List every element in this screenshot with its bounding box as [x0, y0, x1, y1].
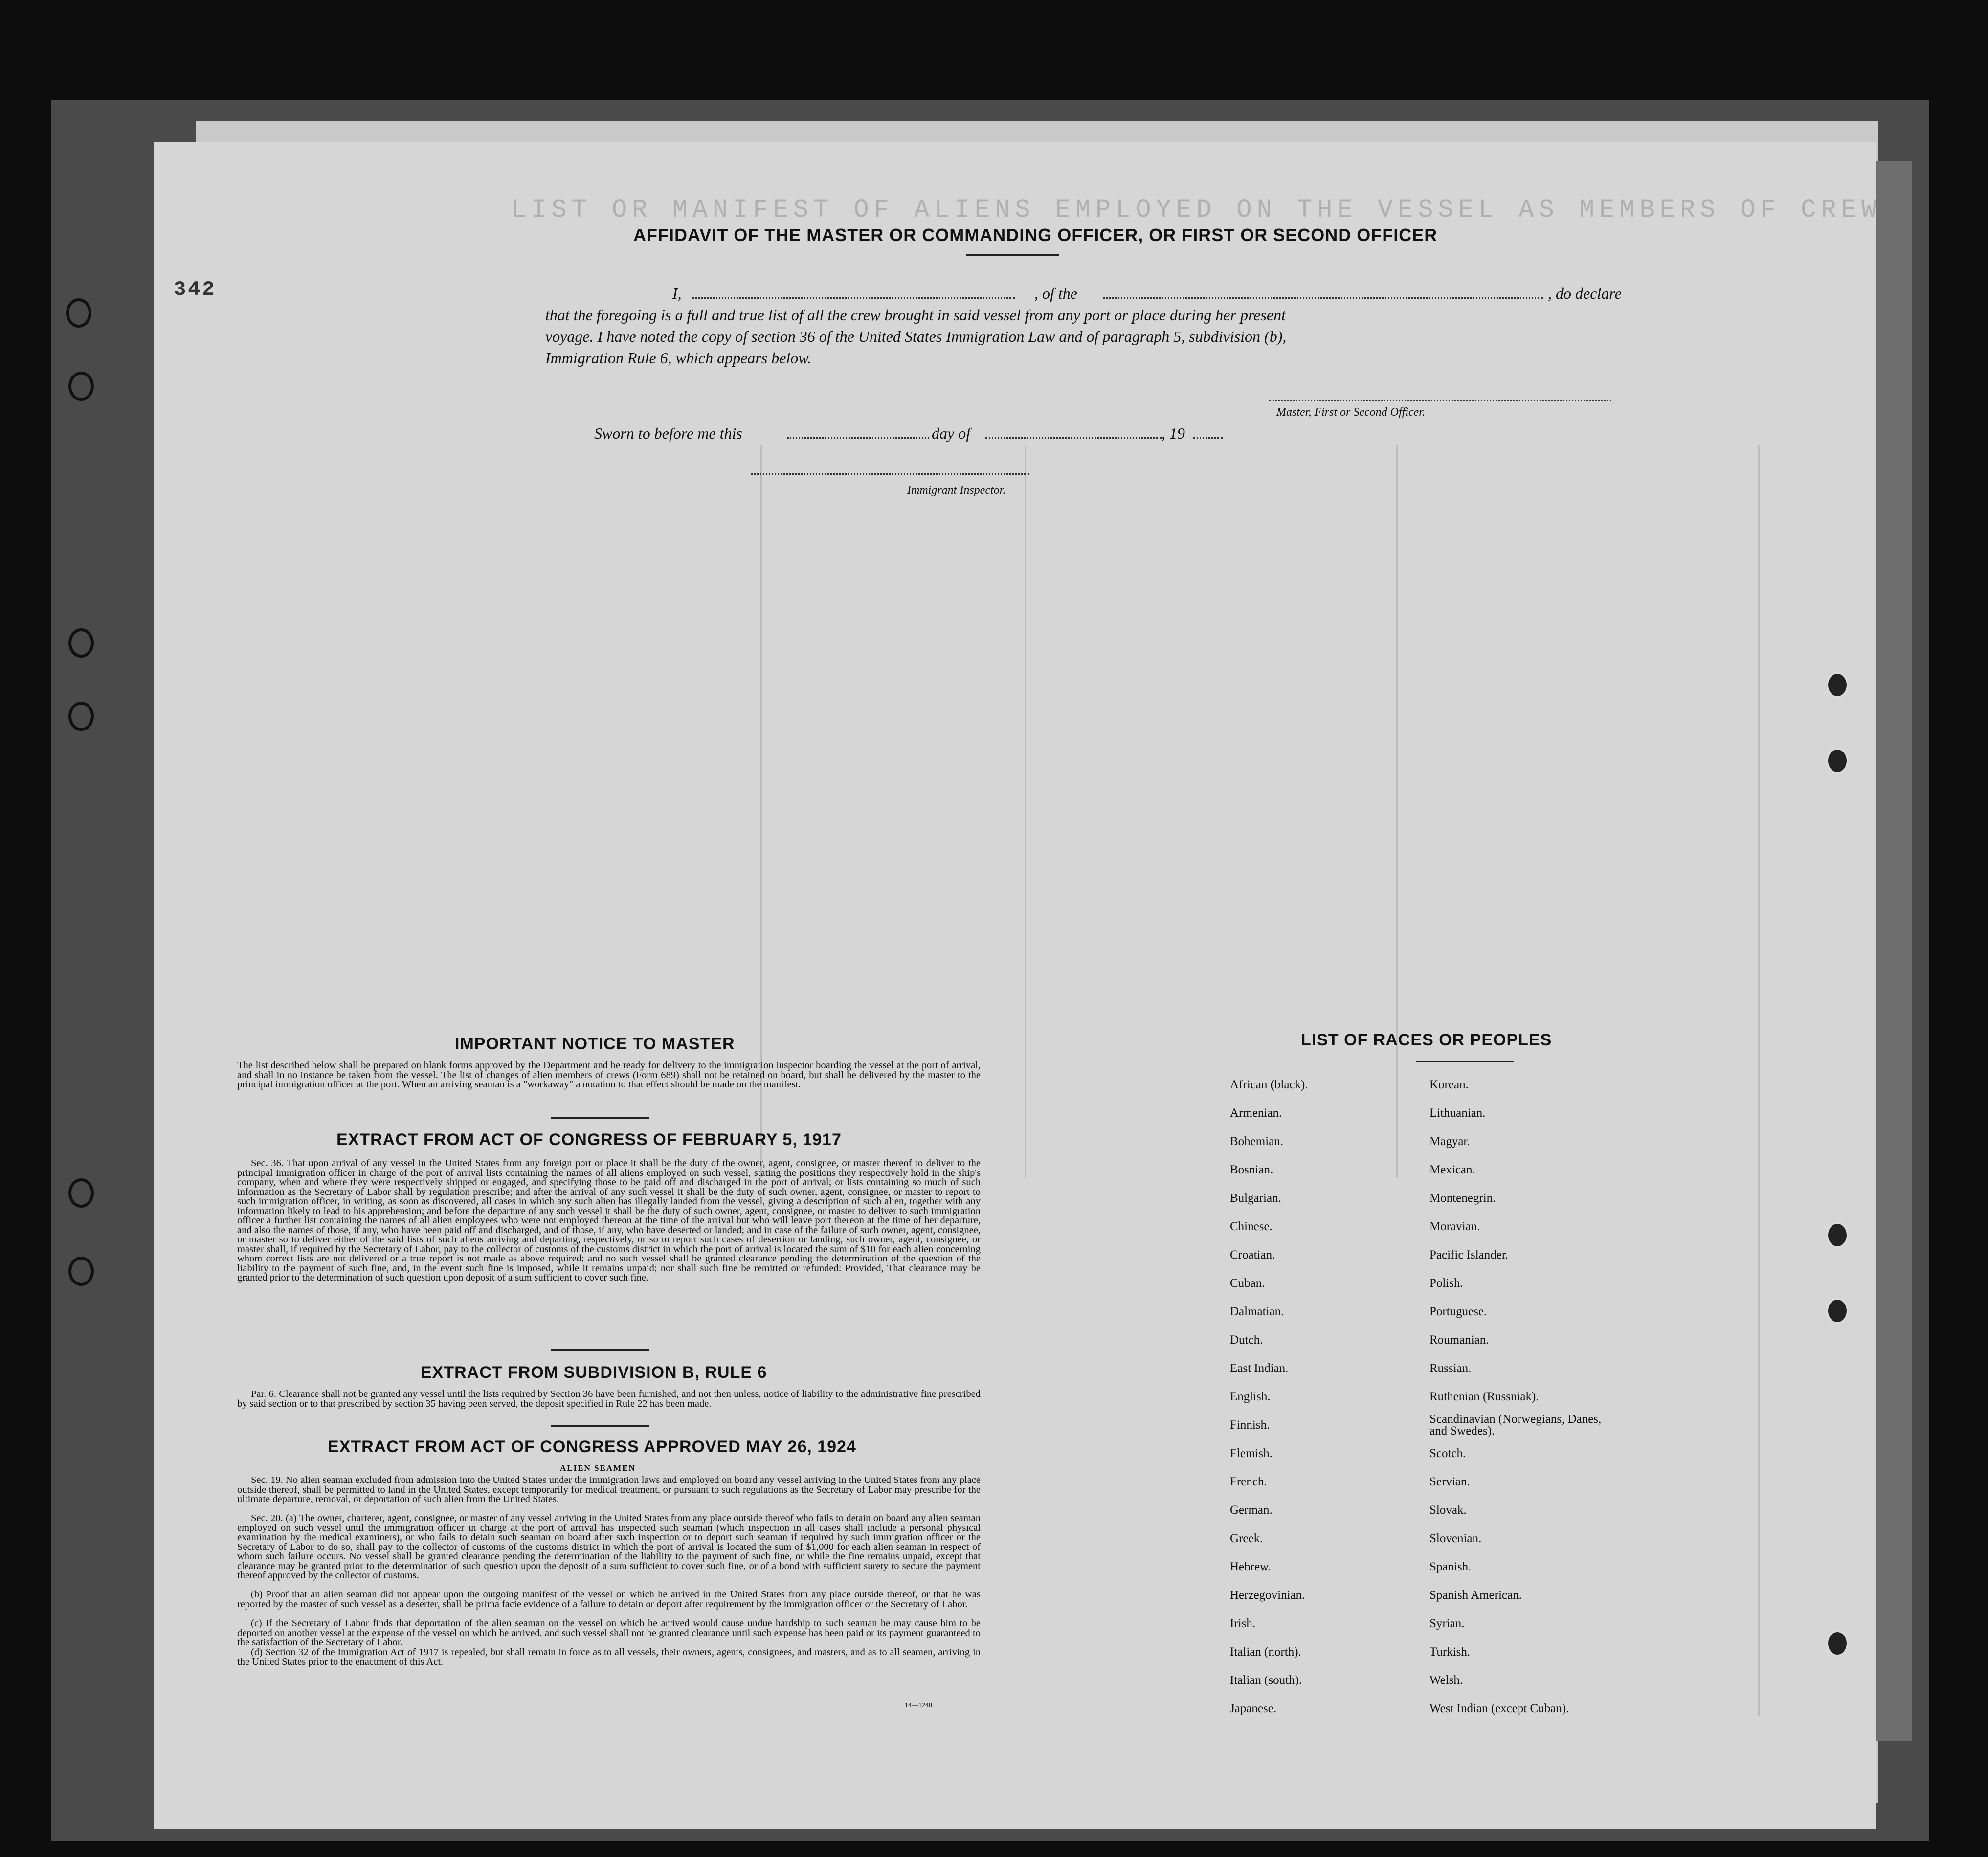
- extract-1924-title: EXTRACT FROM ACT OF CONGRESS APPROVED MAY 26, 1924: [328, 1437, 856, 1456]
- race-item: Slovenian.: [1430, 1532, 1482, 1545]
- notice-title: IMPORTANT NOTICE TO MASTER: [455, 1035, 735, 1053]
- race-item: Magyar.: [1430, 1135, 1470, 1148]
- punch-hole: [1827, 672, 1848, 698]
- alien-seamen-subtitle: ALIEN SEAMEN: [560, 1463, 636, 1473]
- race-item: Spanish American.: [1430, 1589, 1522, 1602]
- sworn-label: Sworn to before me this: [594, 424, 742, 442]
- race-item: Polish.: [1430, 1277, 1463, 1290]
- affidavit-i: I,: [672, 285, 682, 302]
- punch-hole: [1827, 748, 1848, 774]
- divider: [1416, 1061, 1514, 1062]
- race-item: Bohemian.: [1230, 1135, 1284, 1148]
- race-item: English.: [1230, 1390, 1271, 1403]
- race-item: West Indian (except Cuban).: [1430, 1702, 1569, 1715]
- bleed-through-header: LIST OR MANIFEST OF ALIENS EMPLOYED ON THE VESSEL AS MEMBERS OF CREW: [511, 196, 1881, 224]
- race-item: Welsh.: [1430, 1674, 1463, 1687]
- binding-strip: [1873, 161, 1912, 1741]
- extract-1924-sec20c: (c) If the Secretary of Labor finds that deportation of the alien seaman on the vessel on which he arrived would cause undue hardship to such seaman he may cause him to be deported on another vessel at the expense of the vessel on which he arrived, and such vessel shall not be granted clearance until such expense has been paid or its payment guaranteed to the satisfaction of the Secretary of Labor.: [237, 1618, 981, 1648]
- race-item: Ruthenian (Russniak).: [1430, 1390, 1539, 1403]
- extract-1917-title: EXTRACT FROM ACT OF CONGRESS OF FEBRUARY 5, 1917: [336, 1130, 842, 1149]
- affidavit-declare: , do declare: [1548, 285, 1622, 302]
- column-line: [1025, 445, 1026, 1178]
- race-item: Italian (north).: [1230, 1645, 1301, 1658]
- race-item: Irish.: [1230, 1617, 1256, 1630]
- margin-mark: 342: [174, 278, 217, 301]
- divider: [551, 1117, 649, 1119]
- divider: [966, 254, 1059, 256]
- race-item: Russian.: [1430, 1362, 1472, 1375]
- races-title: LIST OF RACES OR PEOPLES: [1301, 1031, 1552, 1049]
- race-item: German.: [1230, 1503, 1273, 1517]
- form-number: 14—1240: [905, 1702, 932, 1709]
- extract-1917-text: Sec. 36. That upon arrival of any vessel in the United States from any foreign port or place it shall be the duty of the owner, agent, consignee, or master thereof to deliver to the principal immigration officer in charge of the port of arrival lists containing the names of all aliens employed on such vessel, stating the positions they respectively hold in the ship's company, when and where they were respectively shipped or engaged, and specifying those to be paid off and discharged in the port of arrival; or lists containing so much of such information as the Secretary of Labor shall by regulation prescribe; and after the arrival of any such vessel it shall be the duty of such owner, agent, consignee, or master to report to such immigration officer, in writing, as soon as discovered, all cases in which any such alien has illegally landed from the vessel, giving a description of such alien, together with any information likely to lead to his apprehension; and before the departure of any such vessel it shall be the duty of such owner, agent, consignee, or master to deliver to such immigration officer a further list containing the names of all alien employees who were not employed thereon at the time of the arrival but who will leave port thereon at the time of her departure, and also the names of those, if any, who have been paid off and discharged, and of those, if any, who have deserted or landed; and in case of the failure of such owner, agent, consignee, or master so to deliver either of the said lists of such aliens arriving and departing, respectively, or so to report such cases of desertion or landing, such owner, agent, consignee, or master shall, if required by the Secretary of Labor, pay to the collector of customs of the customs district in which the port of arrival is located the sum of $10 for each alien concerning whom correct lists are not delivered or a true report is not made as above required; and no such vessel shall be granted clearance pending the determination of the question of the liability to the payment of such fine, and, in the event such fine is imposed, while it remains unpaid; nor shall such fine be remitted or refunded: Provided, That clearance may be granted prior to the determination of such question upon deposit of a sum sufficient to cover such fine.: [237, 1158, 981, 1283]
- extract-1924-sec20a: Sec. 20. (a) The owner, charterer, agent, consignee, or master of any vessel arriving in the United States from any place outside thereof who fails to detain on board any alien seaman employed on such vessel until the immigration officer in charge at the port of arrival has inspected such seaman (which inspection in all cases shall include a personal physical examination by the medical examiners), or who fails to detain such seaman on board after such inspection or to deport such seaman if required by such immigration officer or the Secretary of Labor to do so, shall pay to the collector of customs of the customs district in which the port of arrival is located the sum of $1,000 for each alien seaman in respect of whom such failure occurs. No vessel shall be granted clearance pending the determination of the liability to the payment of such fine, or while the fine remains unpaid, except that clearance may be granted prior to the determination of such question upon the deposit of a sum sufficient to cover such fine, or of a bond with sufficient surety to secure the payment thereof approved by the collector of customs.: [237, 1513, 981, 1581]
- race-item: Bulgarian.: [1230, 1192, 1281, 1205]
- race-item: Spanish.: [1430, 1560, 1472, 1573]
- punch-hole: [1827, 1631, 1848, 1656]
- race-item: Montenegrin.: [1430, 1192, 1496, 1205]
- year-label: , 19: [1162, 424, 1185, 442]
- affidavit-title: AFFIDAVIT OF THE MASTER OR COMMANDING OFFICER, OR FIRST OR SECOND OFFICER: [633, 225, 1438, 245]
- race-item: Chinese.: [1230, 1220, 1273, 1233]
- form-page: [154, 142, 1881, 1829]
- binder-hole: [68, 628, 94, 658]
- divider: [551, 1349, 649, 1351]
- master-signature-label: Master, First or Second Officer.: [1276, 406, 1425, 419]
- affidavit-line-4: Immigration Rule 6, which appears below.: [545, 349, 812, 367]
- race-item: Cuban.: [1230, 1277, 1265, 1290]
- race-item: Dalmatian.: [1230, 1305, 1284, 1318]
- extract-1924-sec20b: (b) Proof that an alien seaman did not appear upon the outgoing manifest of the vessel on which he arrived in the United States from any place outside thereof, or that he was reported by the master of such vessel as a deserter, shall be prima facie evidence of a failure to detain or deport after requirement by the immigration officer or the Secretary of Labor.: [237, 1589, 981, 1610]
- divider: [551, 1425, 649, 1427]
- binder-hole: [66, 298, 91, 328]
- race-item: Scandinavian (Norwegians, Danes, and Swedes).: [1430, 1413, 1602, 1437]
- race-item: Armenian.: [1230, 1106, 1282, 1120]
- race-item: Croatian.: [1230, 1248, 1275, 1261]
- punch-hole: [1827, 1222, 1848, 1248]
- year-blank: [1193, 437, 1223, 439]
- race-item: Herzegovinian.: [1230, 1589, 1305, 1602]
- race-item: Bosnian.: [1230, 1163, 1273, 1176]
- race-item: Lithuanian.: [1430, 1106, 1486, 1120]
- race-item: Finnish.: [1230, 1418, 1270, 1432]
- master-signature-line: [1269, 400, 1611, 401]
- race-item: Slovak.: [1430, 1503, 1467, 1517]
- column-line: [1396, 445, 1398, 1178]
- affidavit-line-2: that the foregoing is a full and true list of all the crew brought in said vessel from any port or place during her present: [545, 306, 1286, 324]
- name-blank: [692, 297, 1015, 299]
- race-item: Pacific Islander.: [1430, 1248, 1509, 1261]
- extract-rule6-text: Par. 6. Clearance shall not be granted any vessel until the lists required by Section 36 have been furnished, and not then unless, notice of liability to the administrative fine prescribed by said section or to that prescribed by section 35 having been served, the deposit specified in Rule 22 has been made.: [237, 1389, 981, 1409]
- race-item: Syrian.: [1430, 1617, 1465, 1630]
- vessel-blank: [1103, 297, 1543, 299]
- day-of-label: day of: [932, 424, 971, 442]
- binder-hole: [68, 1257, 94, 1286]
- punch-hole: [1827, 1298, 1848, 1324]
- race-item: Korean.: [1430, 1078, 1469, 1091]
- race-item: Scotch.: [1430, 1447, 1466, 1460]
- race-item: Turkish.: [1430, 1645, 1471, 1658]
- race-item: East Indian.: [1230, 1362, 1289, 1375]
- column-line: [1758, 445, 1760, 1716]
- day-blank: [787, 437, 929, 439]
- race-item: Portuguese.: [1430, 1305, 1487, 1318]
- notice-text: The list described below shall be prepared on blank forms approved by the Department and be ready for delivery to the immigration inspector boarding the vessel at the port of arrival, and shall in no instance be taken from the vessel. The list of changes of alien members of crews (Form 689) shall not be retained on board, but shall be delivered by the master to the principal immigration officer at the port. When an arriving seaman is a "workaway" a notation to that effect should be made on the manifest.: [237, 1060, 981, 1090]
- extract-1924-sec20d: (d) Section 32 of the Immigration Act of 1917 is repealed, but shall remain in force as to all vessels, their owners, agents, consignees, and masters, and as to all seamen, arriving in the United States prior to the enactment of this Act.: [237, 1647, 981, 1667]
- race-item: Flemish.: [1230, 1447, 1273, 1460]
- month-blank: [985, 437, 1162, 439]
- race-item: Moravian.: [1430, 1220, 1480, 1233]
- extract-rule6-title: EXTRACT FROM SUBDIVISION B, RULE 6: [421, 1363, 767, 1382]
- binder-hole: [68, 372, 94, 401]
- race-item: African (black).: [1230, 1078, 1308, 1091]
- inspector-signature-line: [751, 473, 1029, 475]
- race-item: Hebrew.: [1230, 1560, 1271, 1573]
- race-item: Dutch.: [1230, 1333, 1263, 1347]
- race-item: Mexican.: [1430, 1163, 1475, 1176]
- affidavit-line-3: voyage. I have noted the copy of section 36 of the United States Immigration Law and of paragraph 5, subdivision (b),: [545, 328, 1287, 345]
- binder-hole: [68, 702, 94, 731]
- race-item: Italian (south).: [1230, 1674, 1302, 1687]
- race-item: Japanese.: [1230, 1702, 1277, 1715]
- binder-hole: [68, 1178, 94, 1208]
- affidavit-of-the: , of the: [1034, 285, 1077, 302]
- race-item: Roumanian.: [1430, 1333, 1489, 1347]
- race-item: French.: [1230, 1475, 1267, 1488]
- race-item: Servian.: [1430, 1475, 1470, 1488]
- inspector-signature-label: Immigrant Inspector.: [907, 484, 1006, 497]
- race-item: Greek.: [1230, 1532, 1263, 1545]
- extract-1924-sec19: Sec. 19. No alien seaman excluded from admission into the United States under the immigration laws and employed on board any vessel arriving in the United States from any place outside thereof, shall be permitted to land in the United States, except temporarily for medical treatment, or pursuant to such regulations as the Secretary of Labor may prescribe for the ultimate departure, removal, or deportation of such alien from the United States.: [237, 1475, 981, 1504]
